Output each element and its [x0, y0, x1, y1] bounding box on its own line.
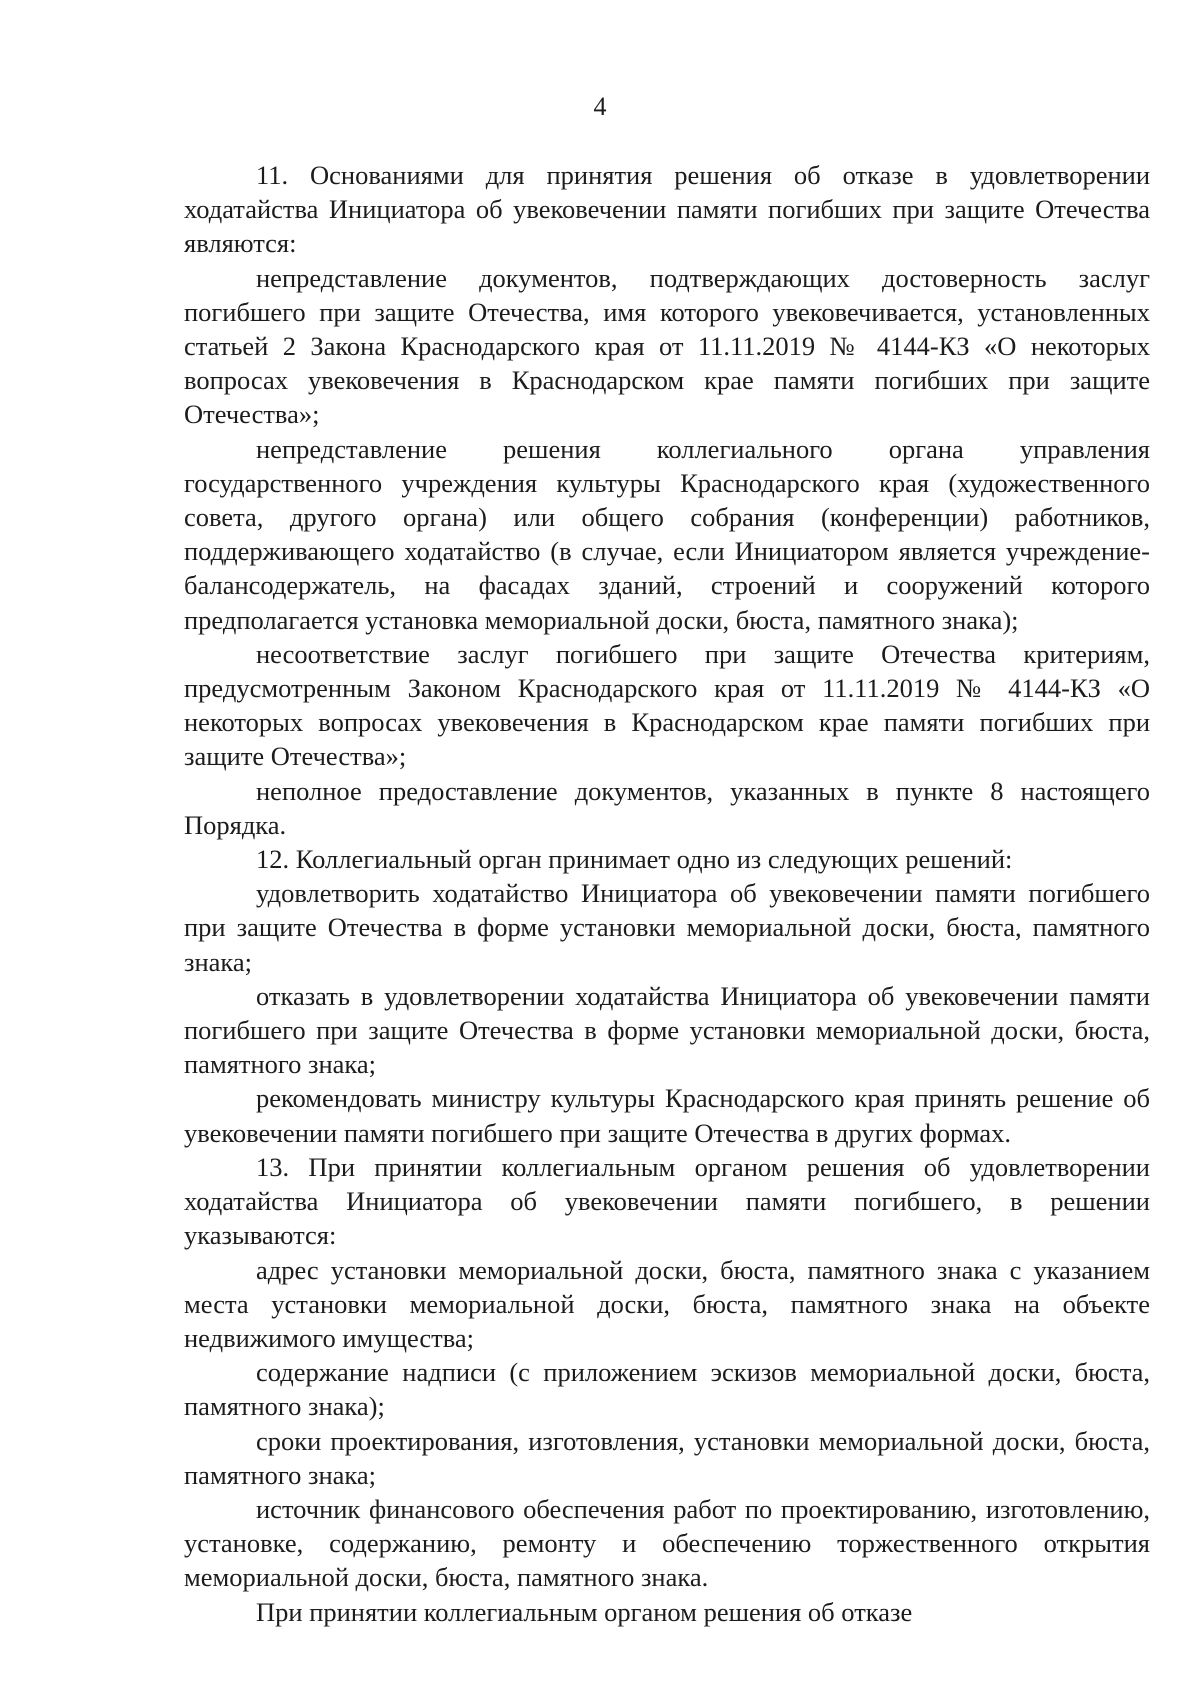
paragraph: непредставление документов, подтверждающих достоверность заслуг погибшего при защите Отечества, имя которого увековечивается, установленных статьей 2 Закона Краснодарского края от 11.11.2019 № 4144-КЗ «О некоторых вопросах увековечения в Краснодарском крае памяти погибших при защите Отечества»;: [184, 262, 1150, 430]
paragraph-11-heading: 11. Основаниями для принятия решения об отказе в удовлетворении ходатайства Инициатора об увековечении памяти погибших при защите Отечества являются:: [184, 160, 1150, 259]
paragraph: отказать в удовлетворении ходатайства Инициатора об увековечении памяти погибшего при защите Отечества в форме установки мемориальной доски, бюста, памятного знака;: [184, 980, 1150, 1080]
page-number: 4: [593, 92, 607, 121]
paragraph: несоответствие заслуг погибшего при защите Отечества критериям, предусмотренным Законом Краснодарского края от 11.11.2019 № 4144-КЗ «О некоторых вопросах увековечения в Краснодарском крае памяти погибших при защите Отечества»;: [184, 638, 1150, 772]
document-body: [184, 158, 1150, 1629]
paragraph: сроки проектирования, изготовления, установки мемориальной доски, бюста, памятного знака;: [184, 1425, 1150, 1490]
paragraph: источник финансового обеспечения работ по проектированию, изготовлению, установке, содержанию, ремонту и обеспечению торжественного открытия мемориальной доски, бюста, памятного знака.: [184, 1493, 1150, 1593]
paragraph: рекомендовать министру культуры Краснодарского края принять решение об увековечении памяти погибшего при защите Отечества в других формах.: [184, 1083, 1150, 1148]
paragraph-13-heading: 13. При принятии коллегиальным органом решения об удовлетворении ходатайства Инициатора об увековечении памяти погибшего, в решении указываются:: [184, 1151, 1150, 1251]
paragraph-continued: При принятии коллегиальным органом решения об отказе: [256, 1596, 913, 1627]
paragraph-12-heading: 12. Коллегиальный орган принимает одно из следующих решений:: [256, 844, 1013, 875]
paragraph: непредставление решения коллегиального органа управления государственного учреждения культуры Краснодарского края (художественного совета, другого органа) или общего собрания (конференции) работников, поддерживающего ходатайство (в случае, если Инициатором является учреждение-балансодержатель, на фасадах зданий, строений и сооружений которого предполагается установка мемориальной доски, бюста, памятного знака);: [184, 433, 1150, 635]
paragraph: неполное предоставление документов, указанных в пункте 8 настоящего Порядка.: [184, 775, 1150, 840]
paragraph: удовлетворить ходатайство Инициатора об увековечении памяти погибшего при защите Отечества в форме установки мемориальной доски, бюста, памятного знака;: [184, 878, 1150, 977]
paragraph: содержание надписи (с приложением эскизов мемориальной доски, бюста, памятного знака);: [184, 1357, 1150, 1422]
paragraph: адрес установки мемориальной доски, бюста, памятного знака с указанием места установки мемориальной доски, бюста, памятного знака на объекте недвижимого имущества;: [184, 1254, 1150, 1353]
